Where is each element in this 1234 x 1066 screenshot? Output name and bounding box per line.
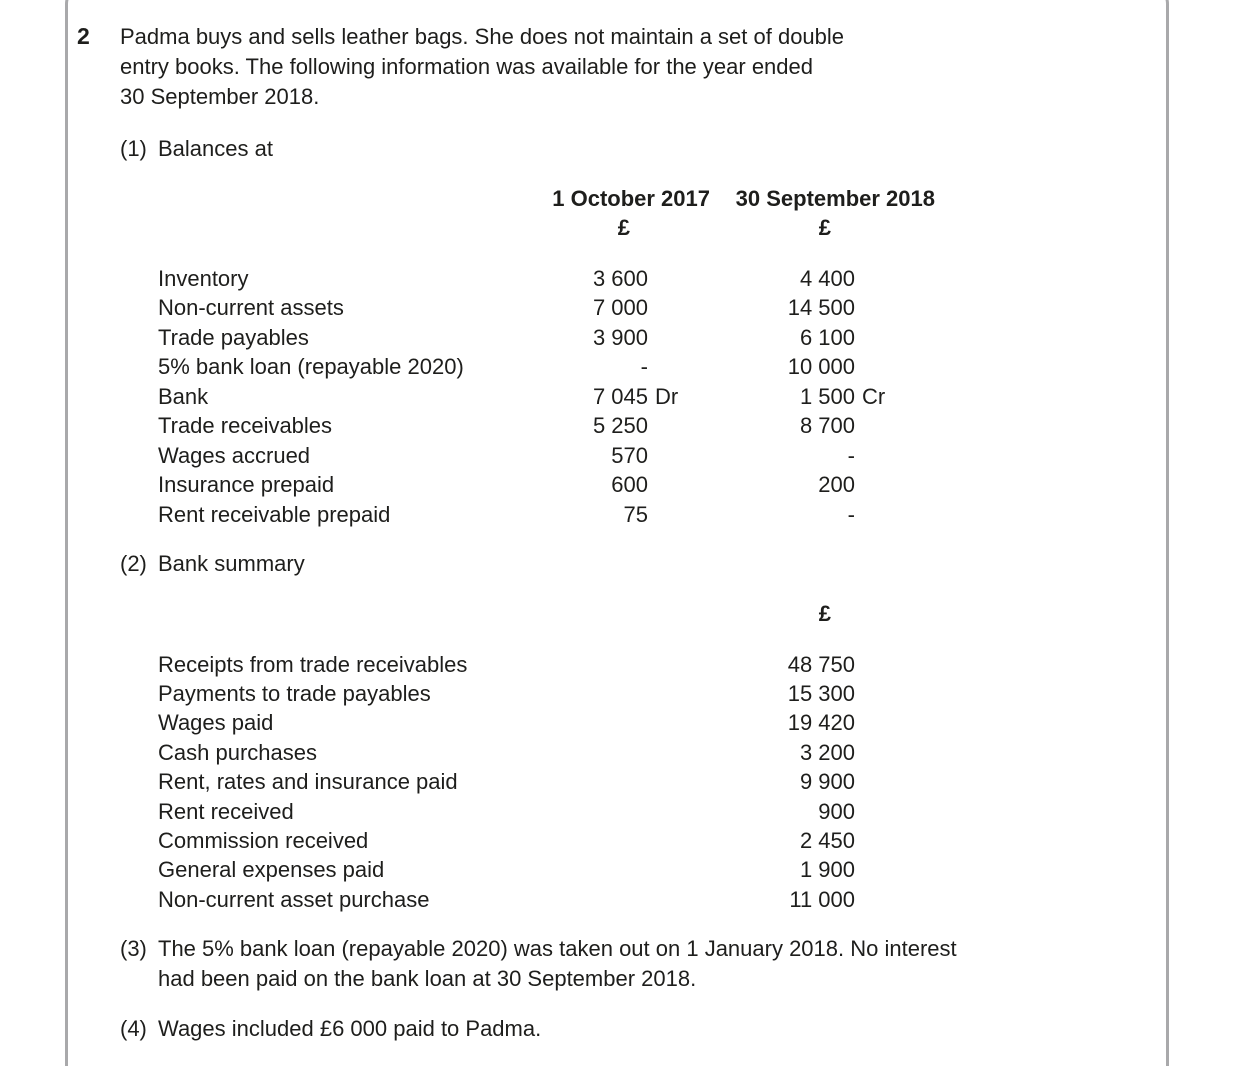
value-2018: 10 000 — [787, 354, 855, 379]
bank-summary-table — [120, 599, 1100, 914]
table-row — [158, 650, 1100, 679]
row-label: Rent, rates and insurance paid — [158, 769, 458, 795]
row-label: Trade payables — [158, 324, 309, 350]
value-2018: 4 400 — [799, 265, 855, 291]
value-2018: 200 — [818, 472, 855, 497]
value-2017: 7 000 — [592, 295, 648, 320]
column-header-30-september-2018: 30 September 2018 — [735, 186, 935, 211]
row-label: Inventory — [158, 265, 249, 291]
currency-row — [158, 599, 1100, 629]
row-label: Commission received — [158, 827, 369, 853]
suffix-2017 — [648, 470, 688, 500]
value-2017: 570 — [611, 442, 648, 468]
row-label: General expenses paid — [158, 857, 385, 883]
suffix-2018 — [855, 441, 895, 471]
row-value: 15 300 — [787, 680, 855, 706]
row-label: Insurance prepaid — [158, 472, 335, 497]
row-label: 5% bank loan (repayable 2020) — [158, 354, 464, 379]
intro-line: 30 September 2018. — [120, 84, 320, 109]
row-label: Receipts from trade receivables — [158, 651, 468, 677]
part1-marker: (1) — [120, 136, 147, 161]
value-2017: 75 — [623, 501, 648, 527]
part4-text — [158, 1014, 541, 1044]
row-label: Rent received — [158, 798, 294, 824]
value-2018: 1 500 — [799, 383, 855, 409]
part2-marker: (2) — [120, 551, 147, 576]
value-2017: 7 045 — [592, 383, 648, 409]
row-label: Non-current assets — [158, 295, 344, 320]
row-value: 1 900 — [799, 857, 855, 883]
suffix-2017 — [648, 441, 688, 471]
part2-title: Bank summary — [158, 551, 305, 576]
table-row — [158, 855, 1100, 884]
suffix-2017: Dr — [655, 383, 679, 409]
suffix-2018 — [855, 323, 895, 353]
row-value: 11 000 — [789, 886, 855, 912]
intro-line: Padma buys and sells leather bags. She does not maintain a set of double — [120, 24, 845, 49]
suffix-2018: Cr — [862, 383, 886, 409]
row-label: Trade receivables — [158, 413, 333, 438]
table-row — [158, 500, 1100, 530]
currency-row — [158, 213, 1100, 243]
value-2017: 600 — [611, 472, 648, 497]
table-row — [158, 679, 1100, 708]
table-row — [158, 441, 1100, 471]
currency-symbol-col2: £ — [818, 215, 831, 240]
currency-symbol: £ — [818, 601, 831, 626]
table-row — [158, 826, 1100, 855]
part4-line: Wages included £6 000 paid to Padma. — [158, 1016, 542, 1042]
suffix-2017 — [648, 264, 688, 294]
question-content — [77, 22, 1100, 1044]
value-2018: - — [847, 501, 855, 527]
row-value: 900 — [818, 798, 855, 824]
balances-table — [120, 185, 1100, 529]
value-2018: - — [847, 442, 855, 468]
currency-symbol-col1: £ — [617, 215, 630, 240]
column-header-1-october-2017: 1 October 2017 — [552, 186, 710, 211]
row-value: 19 420 — [787, 710, 855, 736]
part3-paragraph — [120, 934, 1100, 994]
value-2017: - — [640, 354, 648, 379]
balances-header-row — [120, 185, 1100, 213]
table-row — [158, 885, 1100, 914]
table-row — [158, 352, 1100, 382]
row-value: 9 900 — [799, 769, 855, 795]
suffix-2018 — [855, 500, 895, 530]
value-2017: 5 250 — [592, 413, 648, 438]
suffix-2018 — [855, 352, 895, 382]
table-row — [158, 470, 1100, 500]
table-row — [158, 767, 1100, 796]
table-row — [158, 382, 1100, 412]
row-value: 2 450 — [799, 827, 855, 853]
value-2017: 3 600 — [592, 265, 648, 291]
suffix-2017 — [648, 411, 688, 441]
table-row — [158, 264, 1100, 294]
table-row — [158, 323, 1100, 353]
table-row — [158, 797, 1100, 826]
suffix-2018 — [855, 470, 895, 500]
row-label: Bank — [158, 383, 209, 409]
suffix-2018 — [855, 411, 895, 441]
suffix-2017 — [648, 293, 688, 323]
table-row — [158, 411, 1100, 441]
part3-text — [158, 934, 957, 994]
balances-rows — [120, 264, 1100, 530]
table-row — [158, 708, 1100, 737]
value-2018: 6 100 — [799, 324, 855, 350]
part4-marker: (4) — [120, 1016, 147, 1042]
table-row — [158, 293, 1100, 323]
part4-paragraph — [120, 1014, 1100, 1044]
row-label: Wages accrued — [158, 442, 311, 468]
part3-line: had been paid on the bank loan at 30 September 2018. — [158, 966, 697, 992]
value-2018: 8 700 — [799, 413, 855, 438]
suffix-2018 — [855, 293, 895, 323]
intro-line: entry books. The following information was available for the year ended — [120, 54, 813, 79]
suffix-2018 — [855, 264, 895, 294]
suffix-2017 — [648, 352, 688, 382]
row-label: Payments to trade payables — [158, 680, 431, 706]
suffix-2017 — [648, 500, 688, 530]
part2-heading — [120, 549, 1100, 579]
part1-title: Balances at — [158, 136, 273, 161]
row-value: 48 750 — [787, 651, 855, 677]
question-number: 2 — [77, 23, 90, 49]
value-2017: 3 900 — [592, 324, 648, 350]
value-2018: 14 500 — [787, 295, 855, 320]
row-label: Wages paid — [158, 710, 274, 736]
part3-marker: (3) — [120, 936, 147, 962]
bank-summary-rows — [120, 650, 1100, 915]
row-value: 3 200 — [799, 739, 855, 765]
row-label: Non-current asset purchase — [158, 886, 430, 912]
row-label: Cash purchases — [158, 739, 317, 765]
part1-heading — [120, 134, 1100, 164]
table-row — [158, 738, 1100, 767]
part3-line: The 5% bank loan (repayable 2020) was taken out on 1 January 2018. No interest — [158, 936, 957, 962]
suffix-2017 — [648, 323, 688, 353]
row-label: Rent receivable prepaid — [158, 501, 391, 527]
question-intro — [120, 22, 1100, 112]
